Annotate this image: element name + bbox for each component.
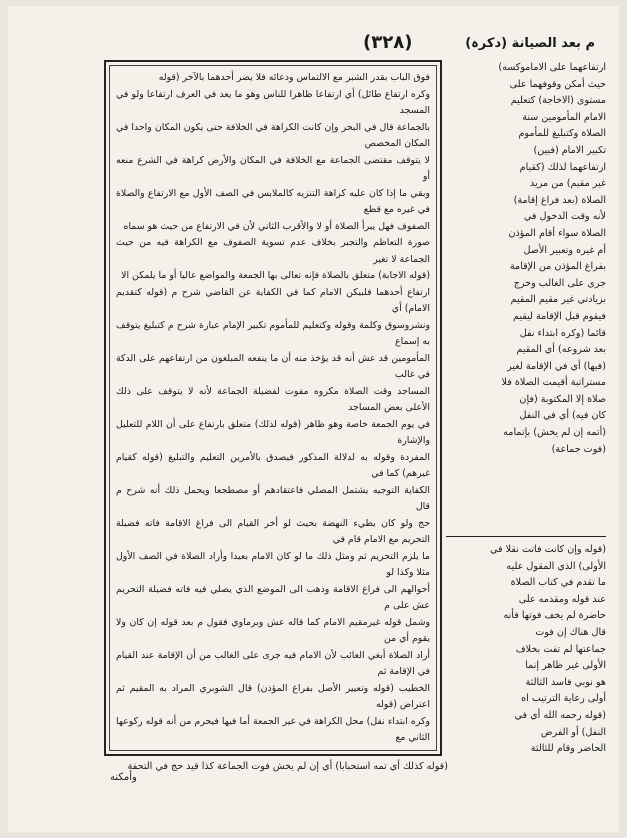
- text-line: وشمل قوله غيرمقيم الامام كما قاله عش وبرماوي فقول م بعد قوله إن كان ولا يقوم أي من: [116, 616, 430, 644]
- margin-line: غير مقيم) من مريد: [530, 178, 606, 190]
- margin-line: (أتمه إن لم يخش) بإتمامه: [503, 427, 606, 439]
- text-line: ارتفاع أحدهما فلبيكن الامام كما في الكفاية عن القاضي شرح م (قوله كتقديم الامام) أي: [116, 286, 430, 314]
- margin-line: الامام المأمومين سنة: [522, 111, 606, 123]
- margin-line: جرى على الغالب وخرج: [513, 277, 606, 289]
- text-line: [116, 747, 430, 749]
- text-line: وكره ارتفاع طائل) أي ارتفاعا ظاهرا للناس وهو ما يعد في العرف ارتفاعا ولو في المسجد: [116, 88, 430, 116]
- margin-line: قائما (وكره ابتداء نفل: [519, 327, 606, 339]
- margin-line: صلاة إلا المكتوبة (فإن: [519, 393, 606, 405]
- margin-line: تكبير الامام (فبين): [533, 144, 606, 156]
- text-line: حج ولو كان بطيء النهضة بحيث لو أخر القيام الى فراغ الاقامة فاته فضيلة التحريم مع الامام قام في: [116, 517, 430, 545]
- margin-line: مستوى (الاخاجة) كتعليم: [510, 95, 606, 107]
- margin-line: بزيادتي غير مقيم المقيم: [510, 294, 606, 306]
- text-line: المأمومين قد عش أنه قد يؤخذ منه أن ما ينفعه المبلغون من ارتفاعهم على الدكة في غالب: [116, 352, 430, 380]
- main-commentary-text: [116, 70, 430, 748]
- margin-line: عند قوله ومقدمه على: [518, 593, 606, 605]
- margin-line: الحاضر وقام للثالثة: [530, 743, 606, 755]
- margin-line: حاضرة لم يخف فوتها فأنه: [503, 610, 606, 622]
- margin-line: (قوله رحمه الله أي في: [514, 709, 606, 721]
- margin-line: هو نوبي فاسد الثالثة: [525, 676, 606, 688]
- text-line: وبقي ما إذا كان عليه كراهة التنزيه كالملابس في الصف الأول مع الارتفاع والصلاة في غيره مع قطع: [116, 187, 430, 215]
- main-text-frame: [104, 60, 442, 756]
- margin-line: جماعتها لم تفت بخلاف: [515, 643, 606, 655]
- margin-line: ارتفاعهما لذلك (كقيام: [519, 161, 606, 173]
- margin-line: حيث أمكن وقوفهما على: [509, 78, 606, 90]
- footnote: (قوله كذلك أي تمه استحبابا) أي إن لم يخش فوت الجماعة كذا قيد حج في التحفة: [127, 761, 448, 772]
- margin-line: (فوت جماعة): [551, 443, 606, 455]
- margin-line: الأولى غير ظاهر إنما: [525, 660, 606, 672]
- text-line: الصفوف فهل يبرأ الصلاة أو لا والأقرب الثاني لأن في الارتفاع من حيث هو سماه: [123, 220, 430, 232]
- margin-line: بفراغ المؤذن من الإقامة: [509, 261, 606, 273]
- margin-text-top: [446, 60, 606, 500]
- page-number: (۳۲۸): [363, 32, 413, 53]
- text-line: الكفاية التوجيه يشتمل المصلي فاعتقادهم أو مصطجعا ويحمل ذلك أنه شرح م قال: [116, 484, 430, 512]
- text-line: (قوله الاجابة) متعلق بالصلاة فإنه تعالى بها الجمعة والمواضع عاليا أو ما يلمكن الا: [121, 270, 430, 281]
- text-line: المفردة وقوله به لدلالة المذكور فيصدق بالأمرين التعليم والتبليغ (قوله كقيام غيرهم) كما في: [116, 451, 430, 479]
- margin-line: كان فيه) أي في النفل: [519, 410, 606, 422]
- text-line: أراد الصلاة أبغي الغائب لأن الامام فيه جرى على الغالب من أن الإقامة عند القيام في الإقامة ثم: [116, 649, 430, 677]
- text-line: ما يلزم التحريم ثم ومثل ذلك ما لو كان الامام بعيدا وأراد الصلاة في الصف الأول مثلا وكذا لو: [116, 550, 430, 578]
- margin-line: الصلاة (بعد فراغ إقامة): [513, 194, 606, 206]
- catchword: وأمكنه: [110, 772, 137, 783]
- running-title: م بعد الصيانة (دكرہ): [465, 36, 595, 51]
- margin-line: فيقوم قبل الإقامة ليقيم: [512, 310, 606, 322]
- margin-line: لأنه وقت الدخول في: [523, 211, 606, 223]
- text-line: المساجد وقت الصلاة مكروه مفوت لفضيلة الجماعة لأنه لا يتوقف على ذلك الأعلى بعض المساجد: [116, 385, 430, 413]
- margin-commentary: [446, 60, 606, 760]
- margin-line: أم غيره وتعبير الأصل: [523, 244, 606, 256]
- margin-line: (قوله وإن كانت فاتت نقلا في: [490, 544, 606, 555]
- margin-line: مستراتبة أقيمت الصلاة فلا: [501, 377, 606, 389]
- text-line: وكره ابتداء نفل) محل الكراهة في غير الجمعة أما فيها فيحرم من أنه قوله ركوعها الثاني مع: [116, 715, 430, 743]
- text-line: صورة التعاظم والتجبر بخلاف عدم تسوية الصفوف مع الكراهة فيه من حيث الجماعة لا تغير: [116, 237, 430, 265]
- text-line: الخطيب (قوله وتعيير الأصل بفراغ المؤذن) قال الشوبري المراد به المقيم ثم اعتراض (قوله: [116, 682, 430, 710]
- margin-line: الصلاة سواء أقام المؤذن: [508, 227, 606, 239]
- text-line: ونشروسوق وكلمة وقوله وكتعليم للمأموم تكبير الإمام عبارة شرح م كتبليغ يتوقف به إسماع: [116, 319, 430, 347]
- margin-line: قال هناك إن فوت: [535, 626, 606, 638]
- margin-line: الصلاة وكتبليغ للمأموم: [518, 128, 606, 140]
- text-line: بالجماعة قال في البحر وإن كانت الكراهة في الخلافة حتى يكون المكان واحدا في المكان المخصص: [116, 121, 430, 149]
- page-header: [8, 32, 619, 62]
- margin-line: الأولى) الذي المقول عليه: [506, 560, 606, 572]
- text-line: في يوم الجمعة خاصة وهو ظاهر (قوله لذلك) متعلق بارتفاع على أن اللام للتعليل والإشارة: [116, 418, 430, 446]
- margin-line: ارتفاعهما على الاماموكسه): [498, 62, 606, 73]
- text-line: فوق الباب بقدر الشبر مع الالتماس ودعائه فلا يضر أحدهما بالآخر (قوله: [158, 72, 430, 83]
- margin-line: بعد شروعه) أي المقيم: [516, 344, 606, 356]
- margin-line: أولى رعاية الترتيب اه: [521, 693, 606, 705]
- margin-line: (فيها) أي في الإقامة لغير: [507, 360, 606, 372]
- margin-line: ما تقدم في كتاب الصلاة: [510, 577, 606, 589]
- margin-divider: [446, 536, 606, 537]
- margin-line: النفل) أو الفرض: [540, 726, 606, 738]
- page: [8, 6, 619, 832]
- text-line: لا يتوقف مقتضى الجماعة مع الخلافة في المكان والأرض كراهة في الشرع منعه أو: [116, 154, 430, 182]
- text-line: أحوالهم الى فراغ الاقامة وذهب الى الموضع الذي يصلي فيه فاته فضيلة التحريم عش على م: [116, 583, 430, 611]
- margin-text-bottom: [446, 542, 606, 772]
